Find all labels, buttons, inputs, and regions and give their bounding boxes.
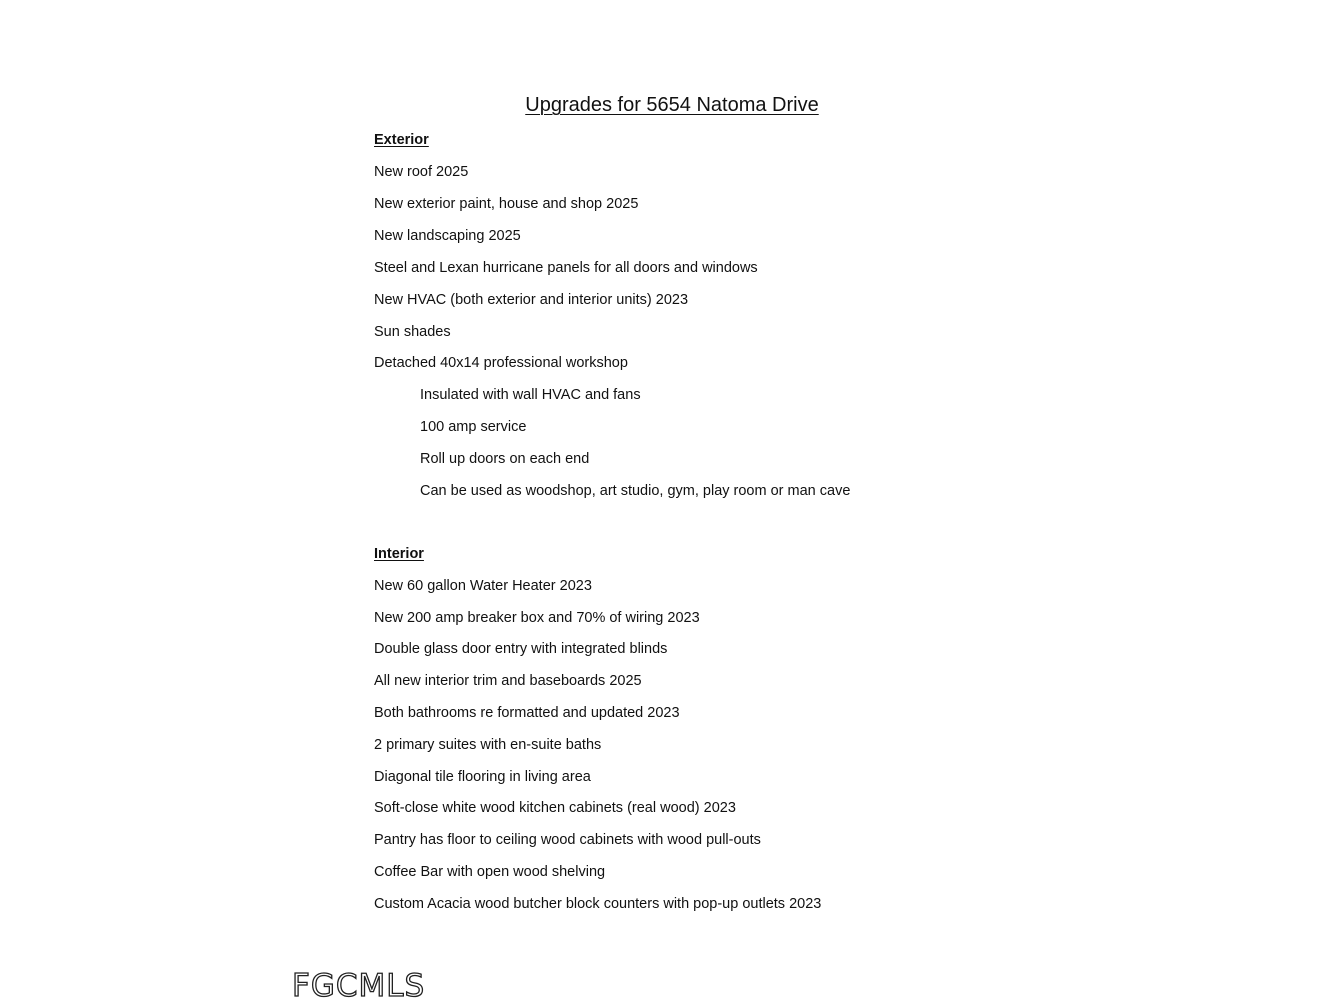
exterior-item: New landscaping 2025 [374, 228, 521, 244]
interior-item: 2 primary suites with en-suite baths [374, 737, 602, 753]
interior-item: Soft-close white wood kitchen cabinets (real wood) 2023 [374, 800, 736, 816]
interior-item: Both bathrooms re formatted and updated 2023 [374, 705, 680, 721]
exterior-item: New exterior paint, house and shop 2025 [374, 196, 639, 212]
exterior-item: Detached 40x14 professional workshop [374, 355, 628, 371]
document-title: Upgrades for 5654 Natoma Drive [525, 94, 819, 116]
exterior-item: New HVAC (both exterior and interior units) 2023 [374, 292, 689, 308]
interior-item: Coffee Bar with open wood shelving [374, 864, 606, 880]
mls-watermark: FGCMLS [292, 968, 426, 1004]
interior-item: Pantry has floor to ceiling wood cabinets with wood pull-outs [374, 832, 761, 848]
interior-item: Diagonal tile flooring in living area [374, 769, 591, 785]
interior-item: Custom Acacia wood butcher block counters with pop-up outlets 2023 [374, 896, 822, 912]
exterior-item: Steel and Lexan hurricane panels for all doors and windows [374, 260, 758, 276]
interior-item: Double glass door entry with integrated blinds [374, 641, 668, 657]
interior-heading: Interior [374, 546, 424, 562]
workshop-detail-item: Roll up doors on each end [420, 451, 590, 467]
workshop-detail-item: 100 amp service [420, 419, 527, 435]
interior-item: All new interior trim and baseboards 2025 [374, 673, 642, 689]
exterior-item: New roof 2025 [374, 164, 469, 180]
interior-item: New 200 amp breaker box and 70% of wiring 2023 [374, 610, 700, 626]
workshop-detail-item: Insulated with wall HVAC and fans [420, 387, 641, 403]
workshop-detail-item: Can be used as woodshop, art studio, gym, play room or man cave [420, 483, 851, 499]
exterior-heading: Exterior [374, 132, 429, 148]
exterior-item: Sun shades [374, 324, 451, 340]
interior-item: New 60 gallon Water Heater 2023 [374, 578, 592, 594]
